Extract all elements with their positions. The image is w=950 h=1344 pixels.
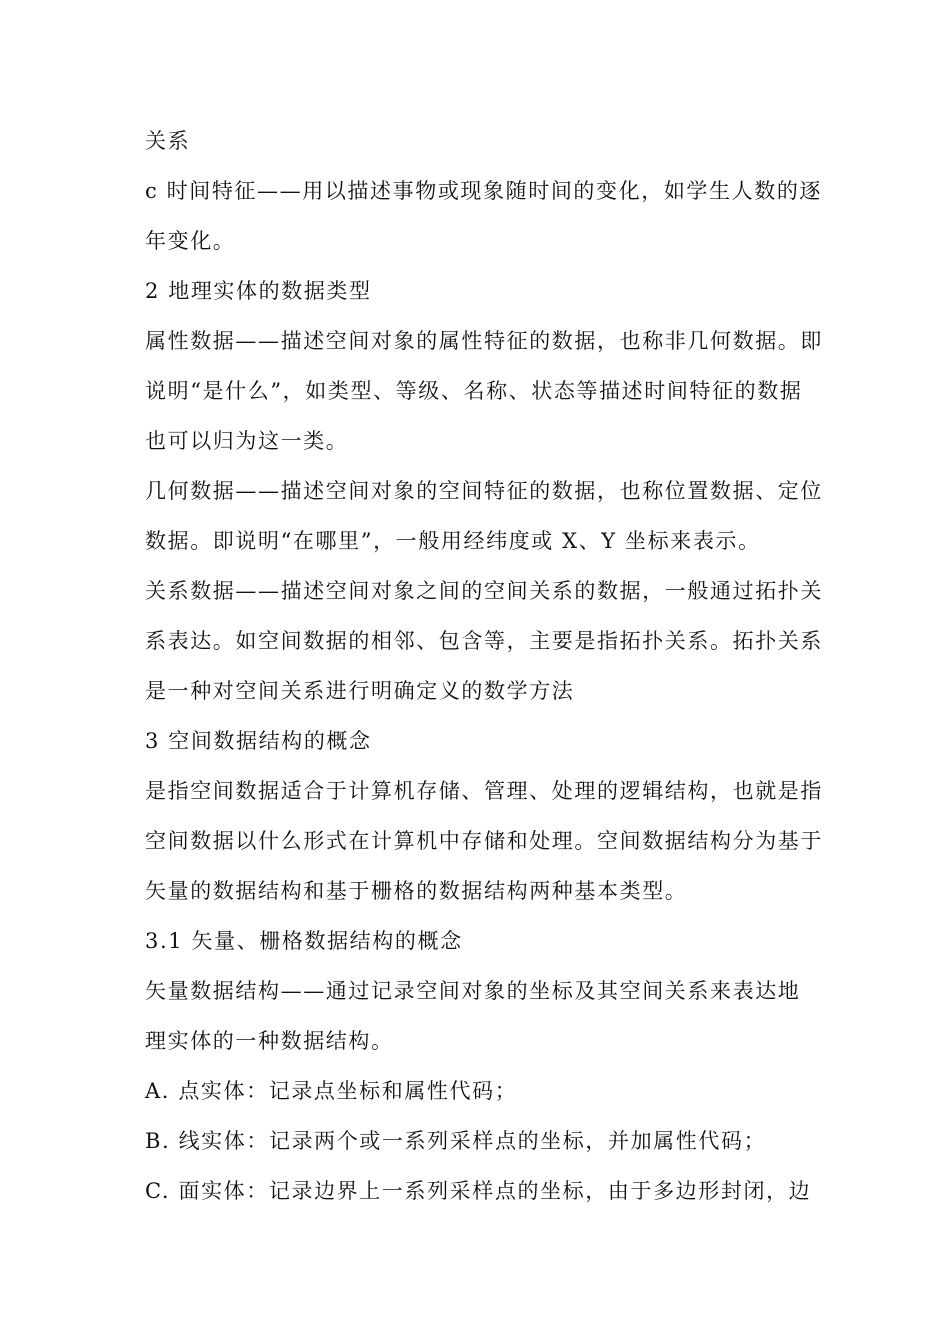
list-item-line-entity: B. 线实体：记录两个或一系列采样点的坐标，并加属性代码； xyxy=(145,1129,767,1153)
text-line-attribute-data-cont-1: 说明“是什么”，如类型、等级、名称、状态等描述时间特征的数据 xyxy=(145,379,803,403)
text-line-relational-data: 关系数据——描述空间对象之间的空间关系的数据，一般通过拓扑关 xyxy=(145,579,823,603)
text-line-relational-data-cont-2: 是一种对空间关系进行明确定义的数学方法 xyxy=(145,679,575,703)
list-item-area-entity: C. 面实体：记录边界上一系列采样点的坐标，由于多边形封闭，边 xyxy=(145,1179,812,1203)
section-heading-3-1: 3.1 矢量、栅格数据结构的概念 xyxy=(145,929,463,953)
text-line-structure-definition: 是指空间数据适合于计算机存储、管理、处理的逻辑结构，也就是指 xyxy=(145,779,823,803)
text-line-attribute-data-cont-2: 也可以归为这一类。 xyxy=(145,429,349,453)
text-line-structure-definition-cont-1: 空间数据以什么形式在计算机中存储和处理。空间数据结构分为基于 xyxy=(145,829,823,853)
text-line-vector-structure-cont: 理实体的一种数据结构。 xyxy=(145,1029,394,1053)
text-line-vector-structure: 矢量数据结构——通过记录空间对象的坐标及其空间关系来表达地 xyxy=(145,979,801,1003)
section-heading-3: 3 空间数据结构的概念 xyxy=(145,729,372,753)
document-body xyxy=(145,116,823,1216)
list-item-point-entity: A. 点实体：记录点坐标和属性代码； xyxy=(145,1079,518,1103)
text-line-attribute-data: 属性数据——描述空间对象的属性特征的数据，也称非几何数据。即 xyxy=(145,329,823,353)
text-line-relational-data-cont-1: 系表达。如空间数据的相邻、包含等，主要是指拓扑关系。拓扑关系 xyxy=(145,629,823,653)
section-heading-2: 2 地理实体的数据类型 xyxy=(145,279,372,303)
text-line-structure-definition-cont-2: 矢量的数据结构和基于栅格的数据结构两种基本类型。 xyxy=(145,879,688,903)
text-line-geometric-data: 几何数据——描述空间对象的空间特征的数据，也称位置数据、定位 xyxy=(145,479,823,503)
text-line-time-feature-cont: 年变化。 xyxy=(145,229,236,253)
text-line-continuation: 关系 xyxy=(145,129,191,153)
text-line-time-feature: c 时间特征——用以描述事物或现象随时间的变化，如学生人数的逐 xyxy=(145,179,823,203)
text-line-geometric-data-cont: 数据。即说明“在哪里”，一般用经纬度或 X、Y 坐标来表示。 xyxy=(145,529,761,553)
